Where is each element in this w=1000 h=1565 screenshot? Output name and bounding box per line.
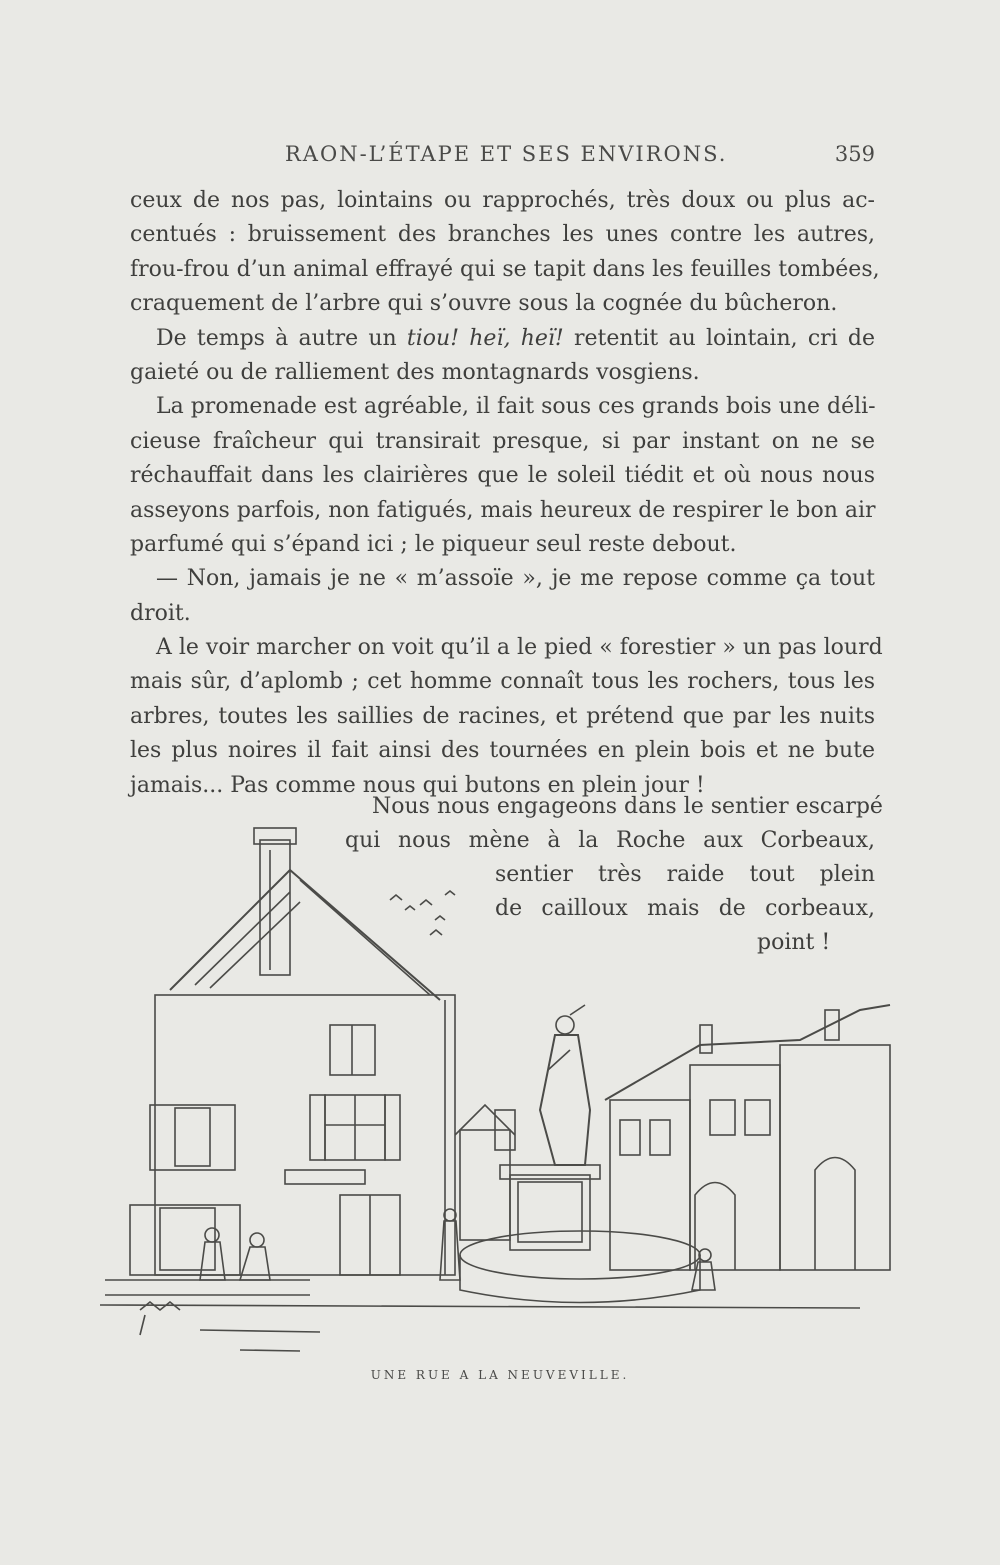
text-run: De temps à autre un xyxy=(156,325,407,351)
text-line: frou-frou d’un animal effrayé qui se tapit dans les feuilles tombées, xyxy=(130,256,880,282)
running-title: RAON-L’ÉTAPE ET SES ENVIRONS. xyxy=(285,142,728,166)
text-line: gaieté ou de ralliement des montagnards vosgiens. xyxy=(130,359,700,385)
running-head xyxy=(130,142,875,172)
text-line: La promenade est agréable, il fait sous ces grands bois une déli- xyxy=(156,394,876,420)
body-text xyxy=(130,184,883,803)
text-line: — Non, jamais je ne « m’assoïe », je me repose comme ça tout xyxy=(156,566,875,592)
text-line: mais sûr, d’aplomb ; cet homme connaît tous les rochers, tous les xyxy=(130,669,875,695)
exclamation-italic: tiou! heï, heï! xyxy=(406,325,564,351)
text-line: qui nous mène à la Roche aux Corbeaux, xyxy=(345,828,875,853)
text-line: jamais... Pas comme nous qui butons en plein jour ! xyxy=(130,772,705,798)
text-line: arbres, toutes les saillies de racines, et prétend que par les nuits xyxy=(130,703,875,729)
text-line: sentier très raide tout plein xyxy=(495,862,875,887)
text-line xyxy=(130,322,875,356)
page-number: 359 xyxy=(834,142,875,166)
text-line: centués : bruissement des branches les unes contre les autres, xyxy=(130,222,875,248)
text-line: craquement de l’arbre qui s’ouvre sous la cognée du bûcheron. xyxy=(130,291,838,317)
text-run: retentit au lointain, cri de xyxy=(563,325,875,351)
text-line: ceux de nos pas, lointains ou rapprochés, très doux ou plus ac- xyxy=(130,188,875,213)
text-line: point ! xyxy=(757,930,831,955)
figure-caption: UNE RUE A LA NEUVEVILLE. xyxy=(370,1368,630,1382)
text-line: cieuse fraîcheur qui transirait presque, si par instant on ne se xyxy=(130,428,875,454)
text-line: de cailloux mais de corbeaux, xyxy=(495,896,875,921)
text-line: droit. xyxy=(130,600,191,626)
text-line: parfumé qui s’épand ici ; le piqueur seul reste debout. xyxy=(130,531,737,557)
text-line: A le voir marcher on voit qu’il a le pied « forestier » un pas lourd xyxy=(156,635,883,661)
text-line: asseyons parfois, non fatigués, mais heureux de respirer le bon air xyxy=(130,497,876,523)
text-line: les plus noires il fait ainsi des tournées en plein bois et ne bute xyxy=(130,738,875,764)
text-line: Nous nous engageons dans le sentier escarpé xyxy=(372,794,883,819)
text-line: réchauffait dans les clairières que le soleil tiédit et où nous nous xyxy=(130,463,875,489)
